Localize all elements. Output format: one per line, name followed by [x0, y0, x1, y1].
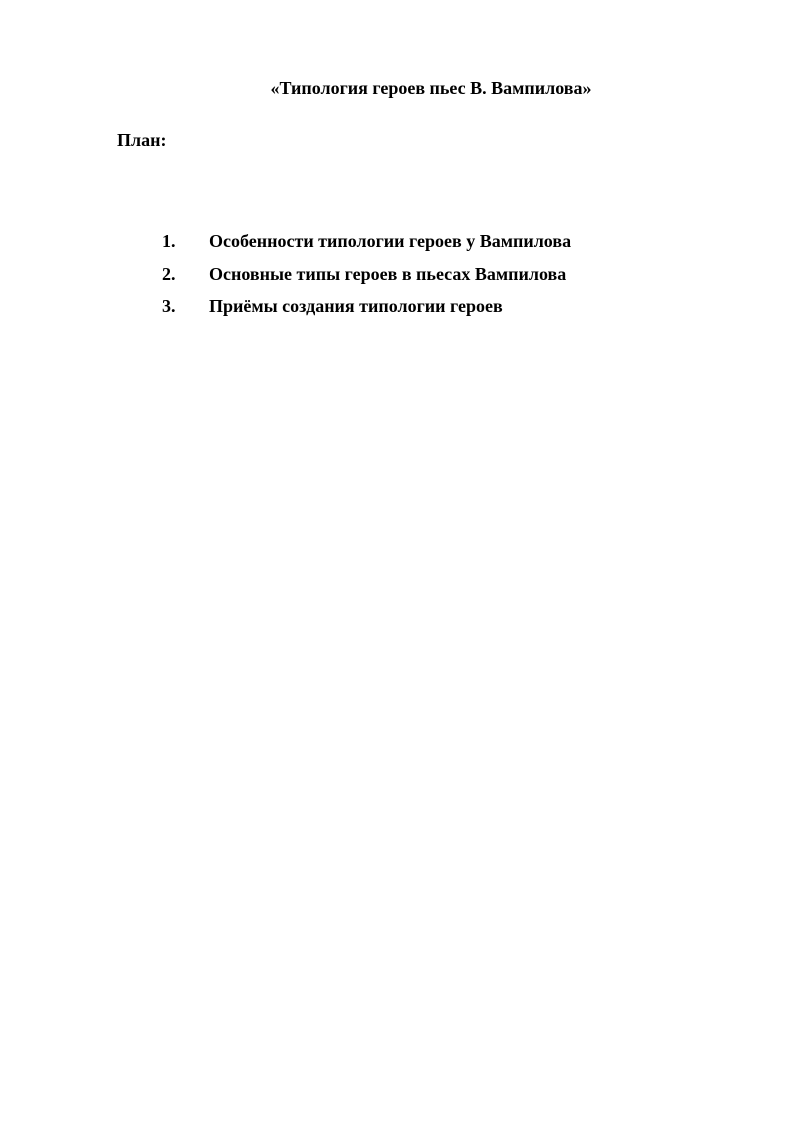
plan-item-number: 2. [162, 263, 176, 284]
plan-item-text: Особенности типологии героев у Вампилова [209, 231, 572, 251]
plan-heading: План: [117, 130, 167, 150]
plan-item-number: 1. [162, 231, 176, 251]
plan-item-text: Приёмы создания типологии героев [209, 296, 503, 316]
plan-item-number: 3. [162, 296, 176, 316]
plan-item-text: Основные типы героев в пьесах Вампилова [209, 263, 567, 284]
document-title: «Типология героев пьес В. Вампилова» [270, 78, 592, 98]
